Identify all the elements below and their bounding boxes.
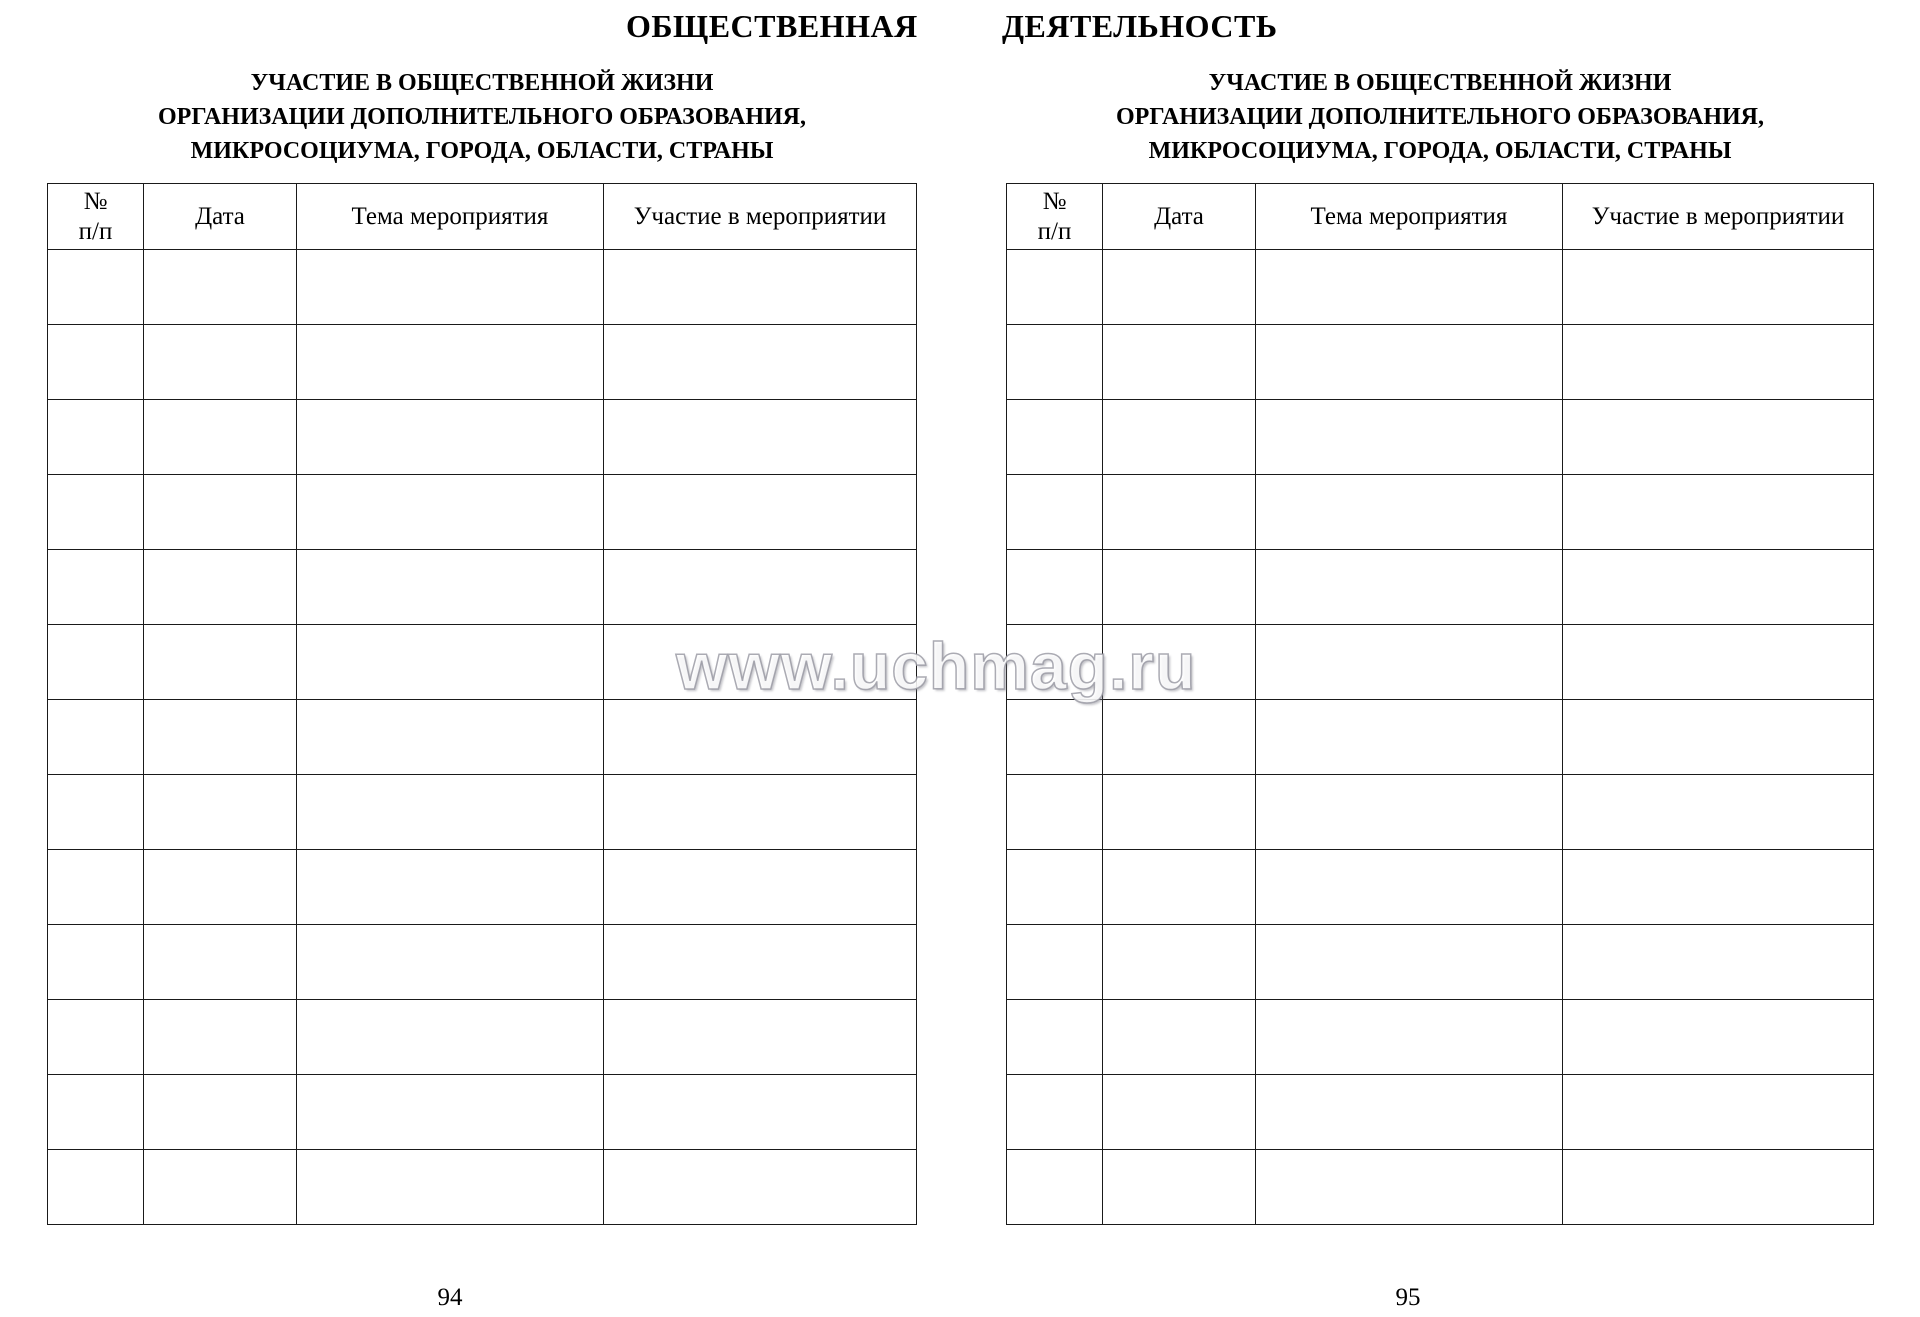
table-row [48,625,917,700]
cell-number[interactable] [48,550,144,625]
cell-number[interactable] [1007,1075,1103,1150]
cell-date[interactable] [144,775,297,850]
cell-date[interactable] [144,325,297,400]
table-row [1007,775,1874,850]
cell-topic[interactable] [1256,850,1563,925]
cell-number[interactable] [48,1075,144,1150]
cell-number[interactable] [1007,550,1103,625]
section-heading [47,66,917,168]
column-header-participation: Участие в мероприятии [1563,184,1874,250]
spread-title-left: ОБЩЕСТВЕННАЯ [626,8,918,44]
cell-participation[interactable] [1563,250,1874,325]
column-header-participation: Участие в мероприятии [604,184,917,250]
cell-participation[interactable] [1563,625,1874,700]
table-row [48,400,917,475]
cell-participation[interactable] [604,775,917,850]
table-row [48,850,917,925]
cell-participation[interactable] [604,400,917,475]
cell-participation[interactable] [1563,850,1874,925]
table-row [48,1000,917,1075]
cell-number[interactable] [1007,700,1103,775]
cell-topic[interactable] [1256,550,1563,625]
cell-number[interactable] [48,775,144,850]
cell-participation[interactable] [604,325,917,400]
table-row [1007,250,1874,325]
table-row [1007,475,1874,550]
cell-date[interactable] [1103,775,1256,850]
cell-participation[interactable] [604,925,917,1000]
column-header-number [1007,184,1103,250]
activity-table [47,183,917,1225]
cell-topic[interactable] [1256,1075,1563,1150]
cell-number[interactable] [48,400,144,475]
cell-participation[interactable] [1563,775,1874,850]
table-row [48,475,917,550]
column-header-number-sign: № [83,187,108,215]
column-header-topic: Тема мероприятия [297,184,604,250]
cell-date[interactable] [144,700,297,775]
heading-line: УЧАСТИЕ В ОБЩЕСТВЕННОЙ ЖИЗНИ [250,70,714,96]
cell-topic[interactable] [297,1075,604,1150]
cell-date[interactable] [1103,925,1256,1000]
column-header-date: Дата [1103,184,1256,250]
page-number: 94 [437,1284,463,1311]
table-row [1007,1150,1874,1225]
cell-number[interactable] [48,325,144,400]
table-row [48,550,917,625]
cell-topic[interactable] [297,475,604,550]
table-row [1007,700,1874,775]
cell-number[interactable] [1007,325,1103,400]
cell-date[interactable] [1103,1150,1256,1225]
cell-topic[interactable] [297,625,604,700]
cell-number[interactable] [1007,400,1103,475]
cell-participation[interactable] [604,1000,917,1075]
page-number: 95 [1395,1284,1421,1311]
cell-participation[interactable] [604,1075,917,1150]
column-header-number [48,184,144,250]
cell-topic[interactable] [297,775,604,850]
cell-participation[interactable] [604,700,917,775]
cell-topic[interactable] [297,550,604,625]
cell-number[interactable] [1007,625,1103,700]
cell-date[interactable] [144,1075,297,1150]
table-row [1007,850,1874,925]
cell-number[interactable] [48,625,144,700]
cell-participation[interactable] [604,250,917,325]
cell-date[interactable] [1103,1075,1256,1150]
table-row [1007,1000,1874,1075]
column-header-number-abbr: п/п [1037,217,1072,245]
table-row [1007,925,1874,1000]
cell-topic[interactable] [297,1000,604,1075]
cell-date[interactable] [144,1000,297,1075]
cell-date[interactable] [144,400,297,475]
cell-number[interactable] [48,700,144,775]
table-row [1007,400,1874,475]
cell-date[interactable] [1103,850,1256,925]
cell-participation[interactable] [1563,325,1874,400]
cell-date[interactable] [144,250,297,325]
heading-line: УЧАСТИЕ В ОБЩЕСТВЕННОЙ ЖИЗНИ [1208,70,1672,96]
cell-topic[interactable] [1256,625,1563,700]
table-row [48,1075,917,1150]
cell-topic[interactable] [1256,250,1563,325]
cell-date[interactable] [1103,400,1256,475]
table-row [1007,325,1874,400]
table-row [48,250,917,325]
cell-participation[interactable] [604,550,917,625]
cell-topic[interactable] [1256,775,1563,850]
cell-date[interactable] [1103,475,1256,550]
cell-topic[interactable] [297,850,604,925]
spread-title-right: ДЕЯТЕЛЬНОСТЬ [1002,8,1278,44]
cell-topic[interactable] [1256,700,1563,775]
cell-participation[interactable] [1563,475,1874,550]
column-header-number-sign: № [1042,187,1067,215]
heading-line: ОРГАНИЗАЦИИ ДОПОЛНИТЕЛЬНОГО ОБРАЗОВАНИЯ, [1115,104,1764,130]
cell-participation[interactable] [1563,700,1874,775]
cell-topic[interactable] [1256,1000,1563,1075]
column-header-topic: Тема мероприятия [1256,184,1563,250]
cell-date[interactable] [144,475,297,550]
cell-number[interactable] [48,250,144,325]
cell-topic[interactable] [1256,325,1563,400]
cell-participation[interactable] [1563,1000,1874,1075]
cell-date[interactable] [1103,325,1256,400]
cell-participation[interactable] [604,625,917,700]
watermark: www.uchmag.ru [676,629,1197,703]
cell-number[interactable] [1007,250,1103,325]
cell-participation[interactable] [604,850,917,925]
table-row [1007,625,1874,700]
section-heading [1006,66,1874,168]
cell-topic[interactable] [297,925,604,1000]
page-right [1006,0,1874,1317]
page-left [47,0,917,1317]
table-header-row [48,184,917,250]
cell-topic[interactable] [1256,1150,1563,1225]
heading-line: МИКРОСОЦИУМА, ГОРОДА, ОБЛАСТИ, СТРАНЫ [190,138,774,164]
cell-number[interactable] [48,850,144,925]
cell-date[interactable] [1103,250,1256,325]
cell-date[interactable] [144,850,297,925]
cell-date[interactable] [144,1150,297,1225]
cell-number[interactable] [48,925,144,1000]
cell-number[interactable] [48,475,144,550]
cell-topic[interactable] [297,250,604,325]
cell-number[interactable] [1007,850,1103,925]
heading-line: ОРГАНИЗАЦИИ ДОПОЛНИТЕЛЬНОГО ОБРАЗОВАНИЯ, [157,104,806,130]
table-row [1007,1075,1874,1150]
cell-topic[interactable] [1256,475,1563,550]
cell-participation[interactable] [1563,925,1874,1000]
cell-date[interactable] [144,550,297,625]
table-header-row [1007,184,1874,250]
table-body [1007,250,1874,1225]
cell-participation[interactable] [1563,550,1874,625]
cell-participation[interactable] [1563,1075,1874,1150]
cell-topic[interactable] [297,700,604,775]
cell-topic[interactable] [297,325,604,400]
cell-topic[interactable] [1256,400,1563,475]
cell-date[interactable] [144,925,297,1000]
cell-number[interactable] [48,1000,144,1075]
table-body [48,250,917,1225]
table-row [48,700,917,775]
cell-topic[interactable] [1256,925,1563,1000]
column-header-date: Дата [144,184,297,250]
cell-date[interactable] [144,625,297,700]
table-row [48,775,917,850]
heading-line: МИКРОСОЦИУМА, ГОРОДА, ОБЛАСТИ, СТРАНЫ [1148,138,1732,164]
cell-date[interactable] [1103,625,1256,700]
cell-number[interactable] [1007,1150,1103,1225]
cell-participation[interactable] [1563,400,1874,475]
cell-date[interactable] [1103,550,1256,625]
column-header-number-abbr: п/п [78,217,113,245]
cell-number[interactable] [1007,475,1103,550]
cell-participation[interactable] [604,1150,917,1225]
cell-number[interactable] [1007,775,1103,850]
table-row [48,325,917,400]
activity-table [1006,183,1874,1225]
table-row [48,1150,917,1225]
cell-date[interactable] [1103,1000,1256,1075]
table-row [1007,550,1874,625]
cell-number[interactable] [1007,925,1103,1000]
cell-topic[interactable] [297,1150,604,1225]
cell-participation[interactable] [1563,1150,1874,1225]
cell-number[interactable] [1007,1000,1103,1075]
cell-topic[interactable] [297,400,604,475]
cell-number[interactable] [48,1150,144,1225]
table-row [48,925,917,1000]
cell-date[interactable] [1103,700,1256,775]
cell-participation[interactable] [604,475,917,550]
